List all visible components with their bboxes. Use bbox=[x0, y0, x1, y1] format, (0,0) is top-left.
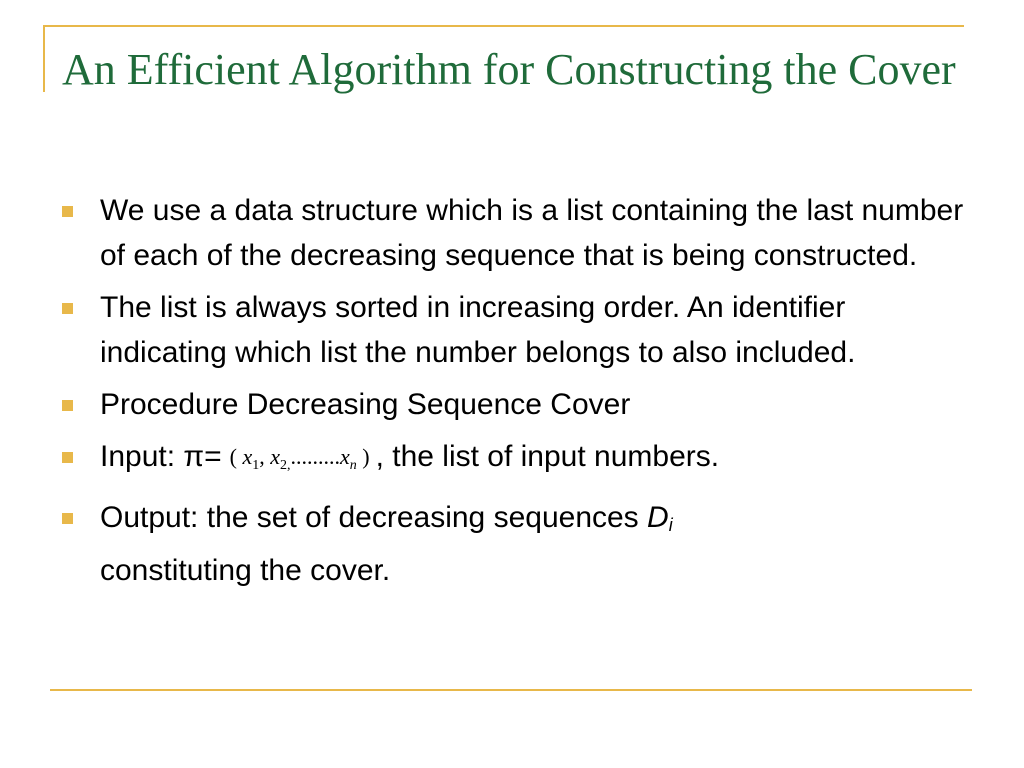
bullet-marker-icon bbox=[62, 452, 73, 463]
bullet-input bbox=[62, 434, 972, 488]
output-prefix: Output: the set of decreasing sequences bbox=[100, 501, 648, 534]
output-symbol: $D_i$ bbox=[647, 501, 673, 535]
bullet-marker-icon bbox=[62, 303, 73, 314]
formula-close-paren: ) bbox=[362, 444, 370, 469]
input-prefix: Input: π= bbox=[100, 440, 222, 473]
bullet-text: We use a data structure which is a list containing the last number of each of the decreasing sequence that is being constructed. bbox=[100, 194, 964, 272]
bullet-marker-icon bbox=[62, 513, 73, 524]
top-rule bbox=[43, 25, 964, 27]
formula-open-paren: ( bbox=[229, 444, 237, 469]
bullet-list bbox=[62, 188, 972, 600]
formula-comma: , bbox=[259, 444, 265, 469]
bottom-rule bbox=[50, 689, 972, 691]
bullet-marker-icon bbox=[62, 400, 73, 411]
bullet-text: The list is always sorted in increasing order. An identifier indicating which list the number belongs to also included. bbox=[100, 291, 856, 369]
bullet-procedure bbox=[62, 382, 972, 427]
bullet-text: Procedure Decreasing Sequence Cover bbox=[100, 388, 631, 421]
bullet-sorted-list bbox=[62, 285, 972, 375]
formula-x1: $x_1$ bbox=[242, 444, 260, 473]
formula-x2: $x_{2,}$ bbox=[270, 444, 291, 473]
input-sequence-formula bbox=[230, 434, 370, 488]
bullet-marker-icon bbox=[62, 206, 73, 217]
bullet-output bbox=[62, 495, 972, 593]
formula-xn: $x_n$ bbox=[339, 444, 357, 473]
left-rule bbox=[43, 25, 45, 92]
input-suffix: , the list of input numbers. bbox=[375, 440, 720, 473]
output-suffix: constituting the cover. bbox=[100, 554, 391, 587]
formula-dots: ......... bbox=[290, 444, 340, 469]
slide-title: An Efficient Algorithm for Constructing the Cover bbox=[62, 45, 956, 94]
bullet-data-structure bbox=[62, 188, 972, 278]
